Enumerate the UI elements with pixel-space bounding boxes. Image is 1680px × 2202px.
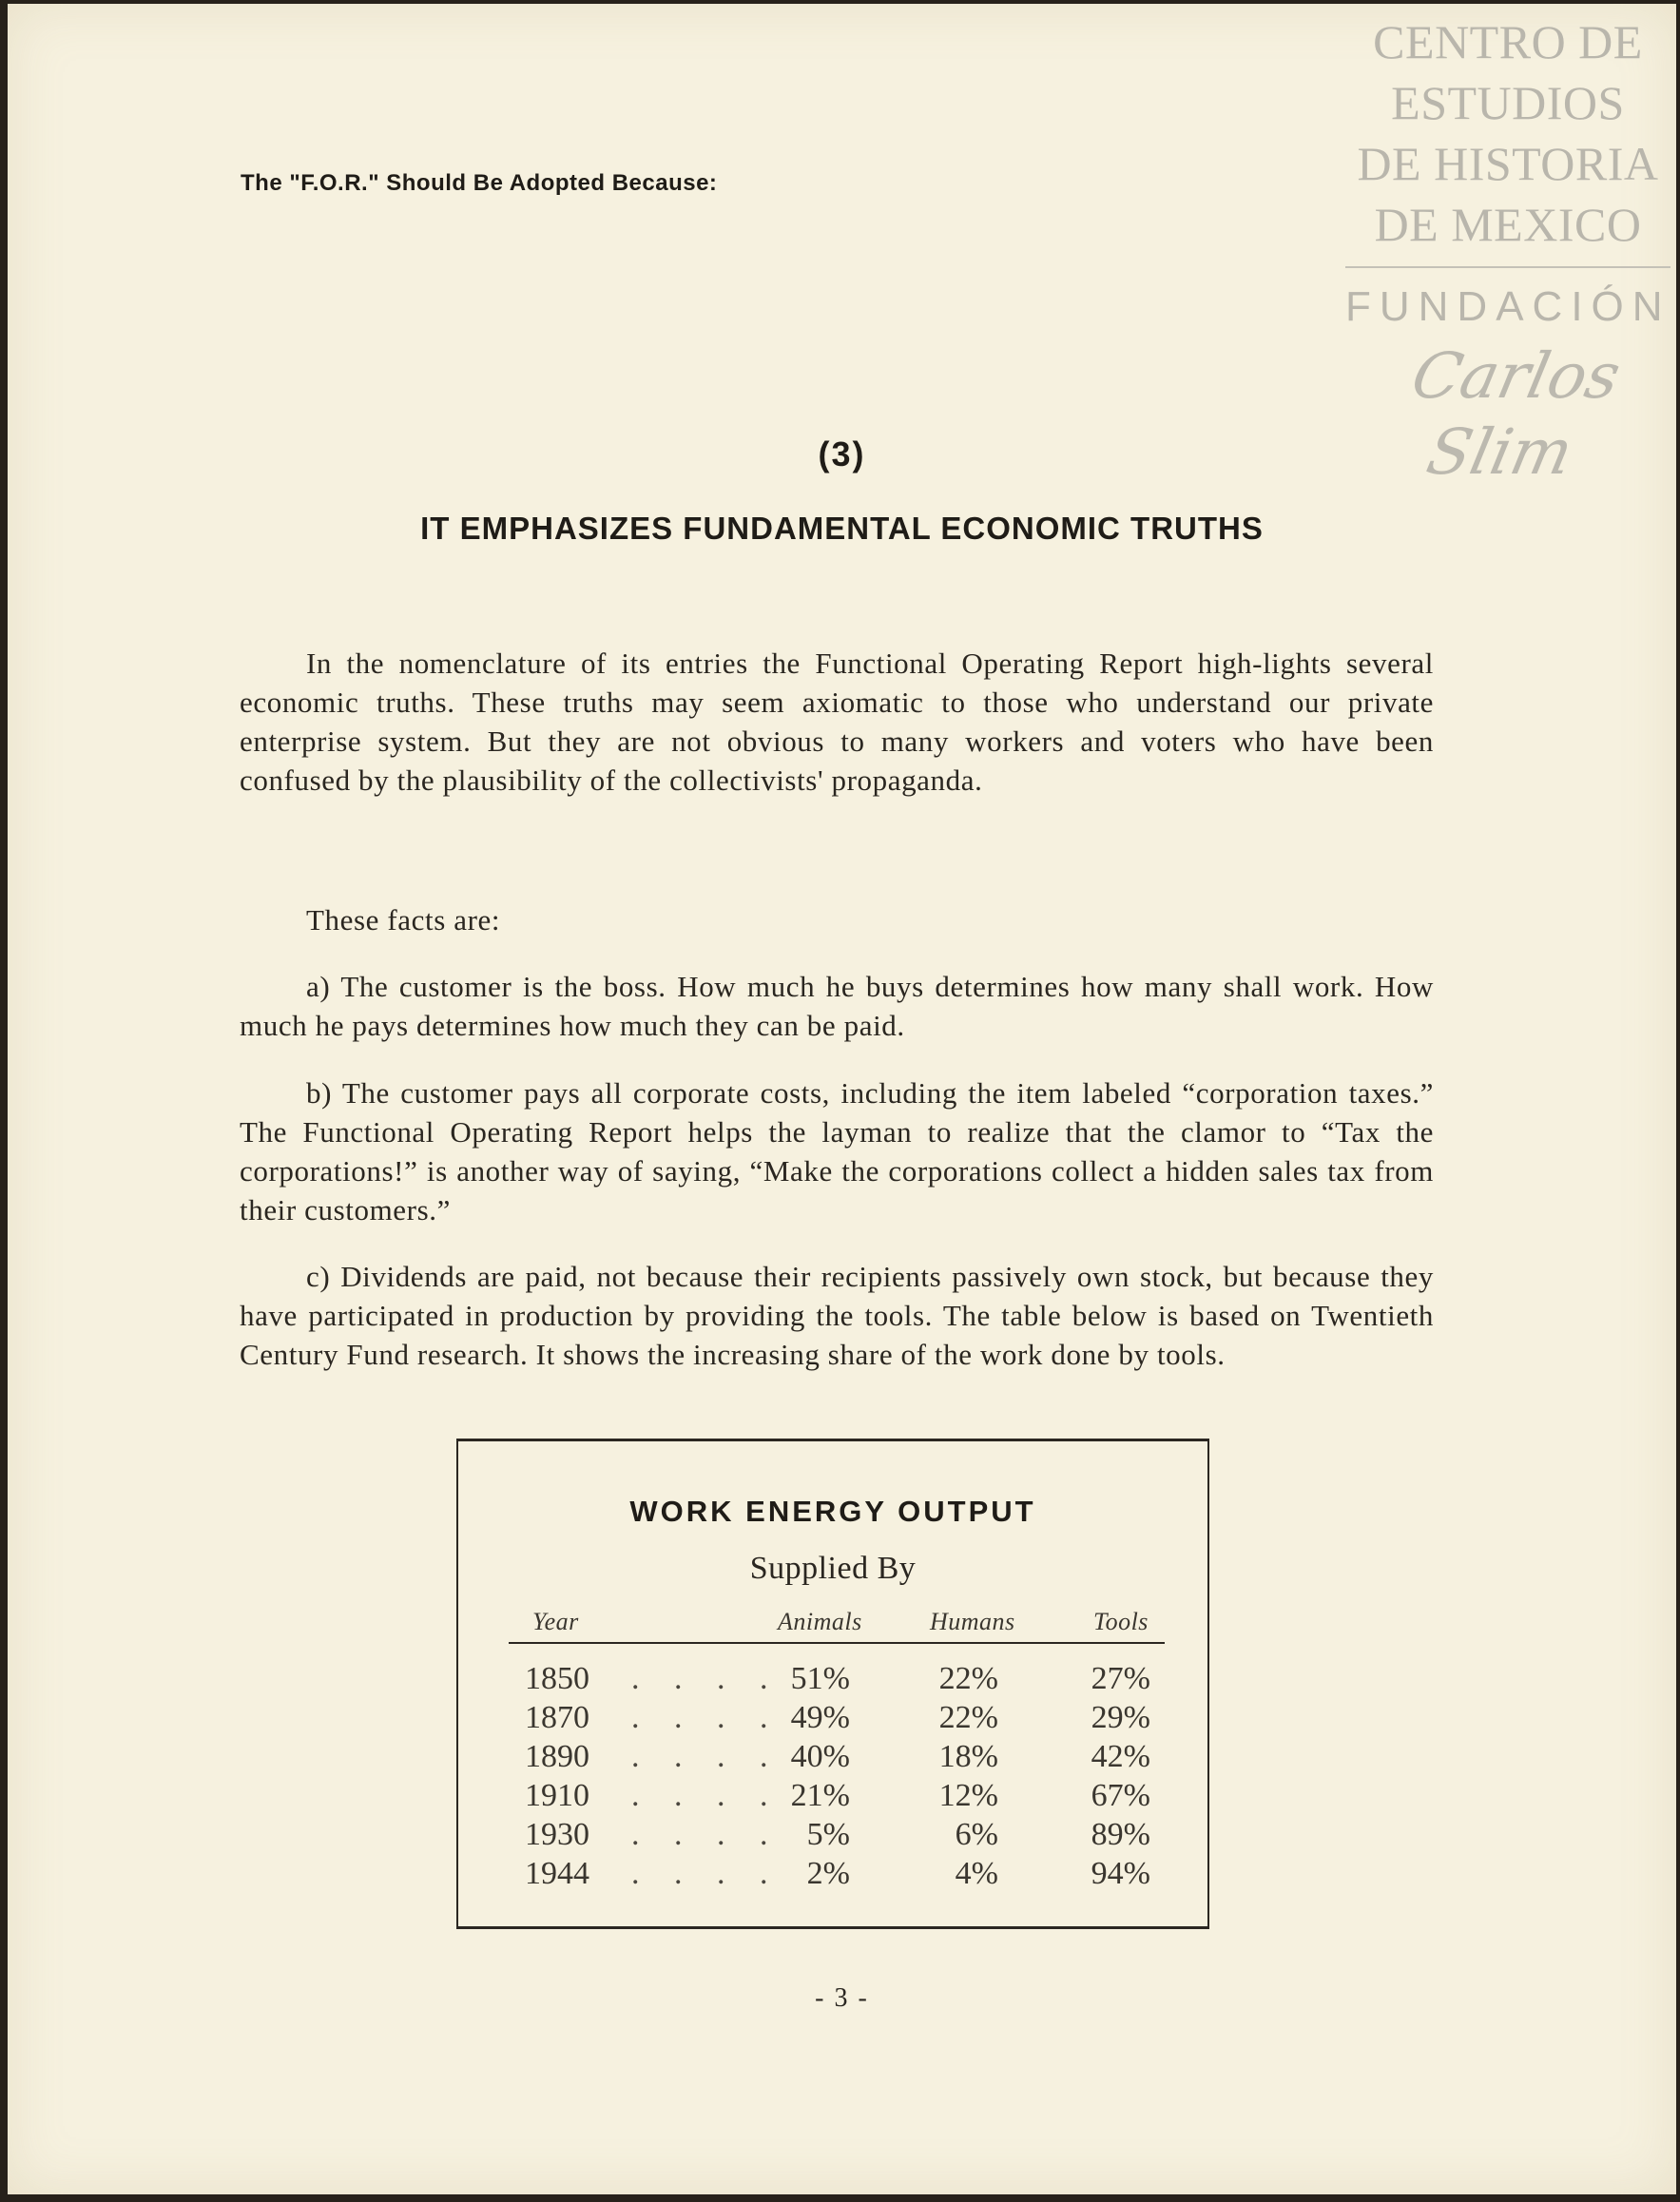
humans-cell: 22%	[938, 1661, 998, 1696]
animals-cell: 5%	[806, 1817, 850, 1852]
year-cell: 1944	[525, 1856, 589, 1891]
table-subtitle: Supplied By	[749, 1551, 917, 1586]
fact-c-paragraph: c) Dividends are paid, not because their recipients passively own stock, but because they have participated in production by providing the tools. The table below is based on Twentieth Century Fund research. It shows the increasing share of the work done by tools.	[240, 1260, 1434, 1371]
header-rule	[509, 1642, 1165, 1644]
animals-cell: 2%	[806, 1856, 850, 1891]
table-title: WORK ENERGY OUTPUT	[629, 1495, 1036, 1528]
work-energy-table	[456, 1439, 1209, 1929]
watermark-line: CENTRO DE	[1373, 15, 1643, 68]
section-number: (3)	[818, 435, 866, 473]
animals-cell: 21%	[790, 1778, 850, 1813]
animals-cell: 51%	[790, 1661, 850, 1696]
tools-cell: 42%	[1091, 1739, 1150, 1774]
watermark-foundation: FUNDACIÓN	[1345, 283, 1671, 330]
humans-cell: 4%	[955, 1856, 998, 1891]
table-body	[458, 1659, 1207, 1893]
section-title: IT EMPHASIZES FUNDAMENTAL ECONOMIC TRUTHS	[420, 511, 1264, 546]
archive-watermark	[1345, 11, 1670, 491]
tools-cell: 27%	[1091, 1661, 1150, 1696]
humans-cell: 18%	[938, 1739, 998, 1774]
column-header-animals: Animals	[778, 1608, 862, 1635]
table-row	[458, 1698, 1207, 1737]
animals-cell: 40%	[790, 1739, 850, 1774]
tools-cell: 94%	[1091, 1856, 1150, 1891]
year-cell: 1930	[525, 1817, 589, 1852]
table-row	[458, 1776, 1207, 1815]
year-cell: 1910	[525, 1778, 589, 1813]
table-row	[458, 1659, 1207, 1698]
humans-cell: 12%	[938, 1778, 998, 1813]
fact-b-paragraph: b) The customer pays all corporate costs, including the item labeled “corporation taxes.” The Functional Operating Report helps the layman to realize that the clamor to “Tax the corporations!” is another way of saying, “Make the corporations collect a hidden sales tax from their customers.”	[240, 1076, 1434, 1227]
year-cell: 1890	[525, 1739, 589, 1774]
watermark-line: ESTUDIOS	[1391, 76, 1625, 129]
humans-cell: 22%	[938, 1700, 998, 1735]
watermark-line: DE HISTORIA	[1357, 137, 1659, 190]
column-header-tools: Tools	[1093, 1608, 1149, 1635]
dot-leader: . . . .	[631, 1856, 782, 1891]
intro-paragraph: In the nomenclature of its entries the Functional Operating Report high-lights several economic truths. These truths may seem axiomatic to those who understand our private enterprise system. But they are not obvious to many workers and voters who have been confused by the plausibility of the collectivists' propaganda.	[240, 647, 1434, 797]
animals-cell: 49%	[790, 1700, 850, 1735]
tools-cell: 29%	[1091, 1700, 1150, 1735]
table-row	[458, 1737, 1207, 1776]
year-cell: 1850	[525, 1661, 589, 1696]
document-page	[8, 4, 1676, 2194]
dot-leader: . . . .	[631, 1739, 782, 1774]
dot-leader: . . . .	[631, 1817, 782, 1852]
dot-leader: . . . .	[631, 1778, 782, 1813]
tools-cell: 89%	[1091, 1817, 1150, 1852]
year-cell: 1870	[525, 1700, 589, 1735]
watermark-divider	[1345, 266, 1670, 268]
table-row	[458, 1854, 1207, 1893]
column-header-humans: Humans	[930, 1608, 1015, 1635]
page-number: - 3 -	[815, 1983, 869, 2013]
header-note: The "F.O.R." Should Be Adopted Because:	[241, 170, 718, 196]
watermark-line: DE MEXICO	[1374, 198, 1642, 251]
dot-leader: . . . .	[631, 1700, 782, 1735]
humans-cell: 6%	[955, 1817, 998, 1852]
fact-a-paragraph: a) The customer is the boss. How much he buys determines how many shall work. How much he pays determines how much they can be paid.	[240, 970, 1434, 1042]
watermark-signature: Carlos Slim	[1405, 339, 1627, 489]
tools-cell: 67%	[1091, 1778, 1150, 1813]
table-row	[458, 1815, 1207, 1854]
dot-leader: . . . .	[631, 1661, 782, 1696]
facts-lead: These facts are:	[306, 903, 501, 937]
column-header-year: Year	[532, 1608, 579, 1635]
